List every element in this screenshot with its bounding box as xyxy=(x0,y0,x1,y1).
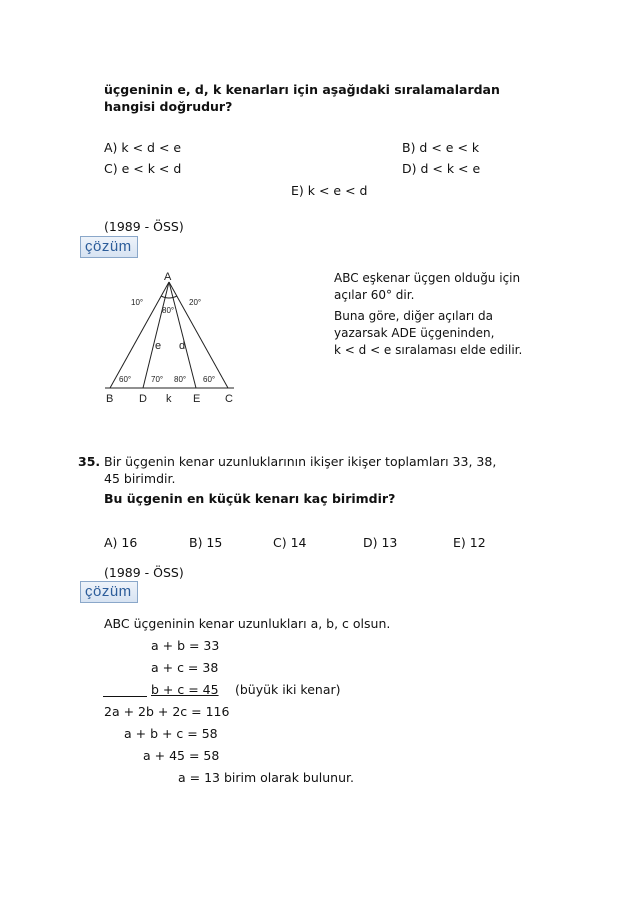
q34-solution-line5: k < d < e sıralaması elde edilir. xyxy=(334,343,523,357)
q35-equation-1: a + b = 33 xyxy=(151,638,220,653)
vertex-a-label: A xyxy=(164,271,172,283)
q35-equation-2: a + c = 38 xyxy=(151,660,219,675)
q35-option-a: A) 16 xyxy=(104,535,138,550)
q34-solution-badge-label: çözüm xyxy=(85,238,132,255)
q34-solution-line4: yazarsak ADE üçgeninden, xyxy=(334,326,495,340)
q35-stem-line1: Bir üçgenin kenar uzunluklarının ikişer ikişer toplamları 33, 38, xyxy=(104,454,497,469)
q35-option-b: B) 15 xyxy=(189,535,223,550)
vertex-b-label: B xyxy=(106,393,114,405)
q35-option-c: C) 14 xyxy=(273,535,307,550)
q34-option-a: A) k < d < e xyxy=(104,140,182,155)
q34-option-c: C) e < k < d xyxy=(104,161,182,176)
q35-source: (1989 - ÖSS) xyxy=(104,565,184,580)
angle-arc-a xyxy=(161,296,177,298)
q34-option-b: B) d < e < k xyxy=(402,140,480,155)
q35-result: a = 13 birim olarak bulunur. xyxy=(178,770,354,785)
q35-option-e: E) 12 xyxy=(453,535,486,550)
q35-equation-5: a + b + c = 58 xyxy=(124,726,218,741)
angle-a-left-label: 10° xyxy=(131,298,144,307)
angle-b-label: 60° xyxy=(119,375,132,384)
q34-solution-badge xyxy=(80,236,138,258)
q35-stem-line2: 45 birimdir. xyxy=(104,471,176,486)
angle-e-label: 80° xyxy=(174,375,187,384)
vertex-c-label: C xyxy=(225,393,233,405)
q35-question: Bu üçgenin en küçük kenarı kaç birimdir? xyxy=(104,491,396,506)
q35-number: 35. xyxy=(78,454,101,469)
q35-equation-3-note: (büyük iki kenar) xyxy=(235,682,341,697)
vertex-e-label: E xyxy=(193,393,201,405)
side-e-label: e xyxy=(155,340,162,352)
q34-solution-line3: Buna göre, diğer açıları da xyxy=(334,309,493,323)
q34-option-d: D) d < k < e xyxy=(402,161,481,176)
angle-a-right-label: 20° xyxy=(189,298,202,307)
angle-c-label: 60° xyxy=(203,375,216,384)
q35-equation-4: 2a + 2b + 2c = 116 xyxy=(104,704,230,719)
q34-triangle-figure xyxy=(100,265,245,405)
q35-option-d: D) 13 xyxy=(363,535,398,550)
vertex-d-label: D xyxy=(139,393,147,405)
q34-solution-line1: ABC eşkenar üçgen olduğu için xyxy=(334,271,521,285)
angle-a-mid-label: 80° xyxy=(162,306,175,315)
q35-sum-underline xyxy=(103,696,147,697)
angle-d-label: 70° xyxy=(151,375,164,384)
q34-solution-line2: açılar 60° dir. xyxy=(334,288,415,302)
side-d-label: d xyxy=(179,340,186,352)
q35-solution-badge-label: çözüm xyxy=(85,583,132,600)
q34-source: (1989 - ÖSS) xyxy=(104,219,184,234)
q35-solution-intro: ABC üçgeninin kenar uzunlukları a, b, c olsun. xyxy=(104,616,391,631)
q34-option-e: E) k < e < d xyxy=(291,183,368,198)
q35-equation-3: b + c = 45 xyxy=(151,682,219,697)
q35-equation-6: a + 45 = 58 xyxy=(143,748,220,763)
q34-title-line1: üçgeninin e, d, k kenarları için aşağıdaki sıralamalardan xyxy=(104,82,500,97)
base-k-label: k xyxy=(166,393,172,405)
q35-solution-badge xyxy=(80,581,138,603)
q34-title-line2: hangisi doğrudur? xyxy=(104,99,233,114)
